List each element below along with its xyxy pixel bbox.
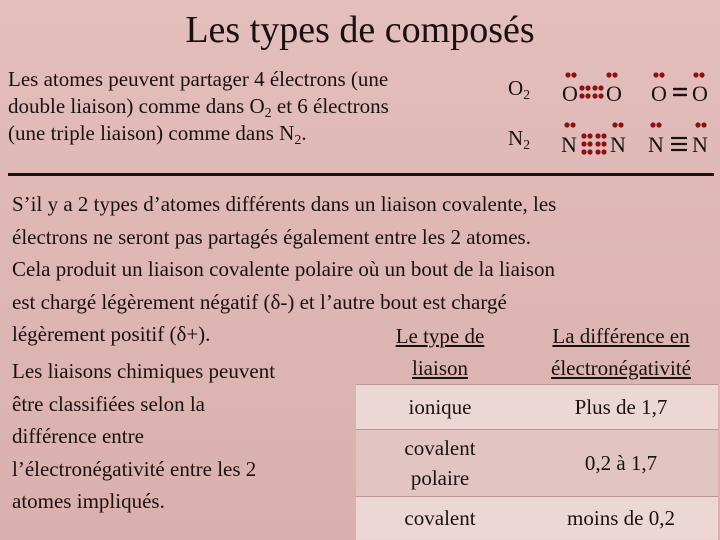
classification-line: l’électronégativité entre les 2 [12,456,257,481]
o2-double-bond-structure [647,70,715,108]
paragraph-line: électrons ne seront pas partagés également entre les 2 atomes. [12,224,531,249]
n2-lewis-dots-structure [558,120,638,160]
o2-subscript: 2 [264,106,272,121]
o2-bond-atom-left: O [651,81,667,106]
classification-line: Les liaisons chimiques peuvent [12,359,276,383]
cell-bond-type: ionique [356,385,524,430]
o2-atom-right: O [606,81,622,106]
o2-lewis-dots-structure [558,70,628,108]
n2-triple-bond-structure [645,120,717,160]
molecule-diagrams [503,68,717,168]
intro-line-1: Les atomes peuvent partager 4 électrons (une [8,67,389,91]
o2-lewis-svg [558,70,628,108]
header-bond-type: Le type de liaison [395,324,485,380]
table-header-row [356,320,718,385]
table-row [356,430,718,497]
n2-atom-right: N [610,132,626,157]
cell-difference: 0,2 à 1,7 [524,430,718,497]
intro-text [8,66,503,147]
n2-bond-svg [645,120,717,160]
page-title: Les types de composés [185,9,535,51]
paragraph-line: est chargé légèrement négatif (δ-) et l’autre bout est chargé [12,289,507,314]
intro-line-3b: . [301,121,307,145]
table-row [356,497,718,540]
o2-atom-left: O [562,81,578,106]
intro-line-2 [8,93,503,120]
intro-line-2a: double liaison) comme dans O [8,94,265,118]
o2-formula: $O_2$ [508,76,531,103]
o2-bond-svg [647,70,715,108]
classification-line: atomes impliqués. [12,489,165,513]
intro-line-3a: (une triple liaison) comme dans N [8,121,295,145]
cell-bond-type: covalent [356,497,524,540]
classification-line: être classifiées selon la [12,391,205,416]
paragraph-line: S’il y a 2 types d’atomes différents dans un liaison covalente, les [12,192,557,216]
classification-paragraph [12,355,357,518]
n2-row [503,120,717,160]
paragraph-line: légèrement positif (δ+). [12,322,211,346]
paragraph-line: Cela produit un liaison covalente polaire où un bout de la liaison [12,257,555,281]
cell-difference: Plus de 1,7 [524,385,718,430]
bond-type-table [356,320,718,539]
n2-bond-atom-right: N [692,132,708,157]
intro-line-3 [8,120,503,147]
n2-lewis-svg [558,120,638,160]
table-row [356,385,718,430]
n2-bond-atom-left: N [648,132,664,157]
header-electronegativity-difference: La différence en électronégativité [551,324,691,380]
o2-row [503,70,717,110]
n2-atom-left: N [561,132,577,157]
horizontal-divider [8,173,714,176]
classification-line: différence entre [12,424,144,448]
cell-difference: moins de 0,2 [524,497,718,540]
n2-formula: $N_2$ [508,126,531,153]
intro-line-2b: et 6 électrons [271,94,389,118]
cell-bond-type: covalent polaire [356,430,524,497]
o2-bond-atom-right: O [692,81,708,106]
n2-subscript: 2 [294,133,302,148]
